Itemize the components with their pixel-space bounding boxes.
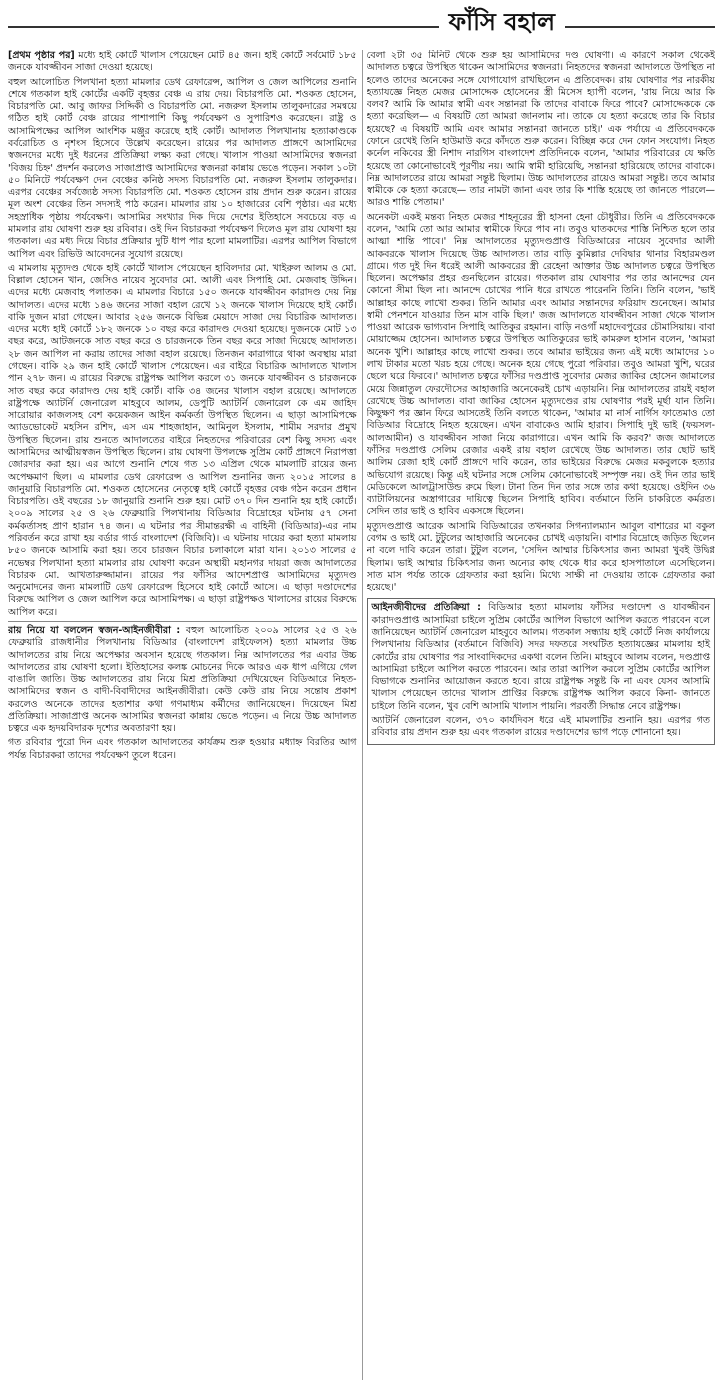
right-paragraph-1: বেলা ২টা ৩৫ মিনিট থেকে শুরু হয় আসামিদের দণ্ড ঘোষণা। এ কারণে সকাল থেকেই আদালত চত্বরে উপস্থিত থাকেন আসামিদের স্বজনরা। নিহতদের স্বজনরা আদালতে উপস্থিত না হলেও তাদের অনেকের সঙ্গে যোগাযোগ রাখছিলেন এ প্রতিবেদক। রায় ঘোষণার পর নারকীয় হত্যাযজ্ঞে নিহত মেজর মোসাদ্দেক হোসেনের স্ত্রী মিসেস হ্যাপী বলেন, 'রায় নিয়ে আর কি বলব? আমি কি আমার স্বামী এবং সন্তানরা কি তাদের বাবাকে ফিরে পাবে? মোসাদ্দেককে কে হত্যা করেছিল— এ বিষয়টি তো আমরা জানলাম না। তাকে যে হত্যা করেছে তার কি বিচার হয়েছে? এ বিষয়টি আমি এবং আমার সন্তানরা জানতে চাই।' এক পর্যায়ে এ প্রতিবেদককে ফোনে রেখেই তিনি হাউমাউ করে কাঁদতে শুরু করেন। বিচ্ছিন্ন করে দেন ফোন সংযোগ। নিহত কর্নেল নকিবের স্ত্রী নিশাদ নারগিস বাংলাদেশ প্রতিদিনকে বলেন, 'আমার পরিবারের যে ক্ষতি হয়েছে তা কোনোভাবেই পূরণীয় নয়। আমি স্বামী হারিয়েছি, সন্তানরা হারিয়েছে তাদের বাবাকে। নিম্ন আদালতের রায়ে আমরা সন্তুষ্ট ছিলাম। উচ্চ আদালতের রায়েও আমরা সন্তুষ্ট। তবে আমার স্বামীকে কে হত্যা করেছে— তার নামটা জানা এবং তার কি শাস্তি হয়েছে তা জানতে পারলে— আরও শান্তি পেতাম।' <box>366 50 715 209</box>
box-paragraph-1-text: বিডিআর হত্যা মামলায় ফাঁসির দণ্ডাদেশ ও যাবজ্জীবন কারাদণ্ডপ্রাপ্ত আসামিরা চাইলে সুপ্রিম কোর্টের আপিল বিভাগে আপিল করতে পারবেন বলে জানিয়েছেন অ্যাটর্নি জেনারেল মাহবুবে আলম। গতকাল সন্ধ্যায় হাই কোর্টে নিজ কার্যালয়ে পিলখানায় বিডিআর (বর্তমানে বিজিবি) সদর দফতরে সংঘটিত হত্যাযজ্ঞের মামলায় হাই কোর্টের রায় ঘোষণার পর সাংবাদিকদের একথা বলেন তিনি। মাহবুবে আলম বলেন, দণ্ডপ্রাপ্ত আসামিরা চাইলে আপিল করতে পারবেন। আর তারা আপিল করলে সুপ্রিম কোর্টের আপিল বিভাগকে শুনানির আয়োজন করতে হবে। রায়ে রাষ্ট্রপক্ষ সন্তুষ্ট কি না এবং যেসব আসামি খালাস পেয়েছেন তাদের খালাস প্রাপ্তির বিরুদ্ধে রাষ্ট্রপক্ষ আপিল করবে কিনা- জানতে চাইলে তিনি বলেন, খুব বেশি আসামি খালাস পায়নি। পরবর্তী সিদ্ধান্ত নেবে রাষ্ট্রপক্ষ। <box>371 602 710 712</box>
paragraph-4: বহুল আলোচিত ২০০৯ সালের ২৫ ও ২৬ ফেব্রুয়ারি রাজধানীর পিলখানায় বিডিআর (বাংলাদেশ রাইফেলস) হত্যা মামলার উচ্চ আদালতের রায় নিয়ে অপেক্ষার অবসান হয়েছে গতকাল। নিম্ন আদালতের পর এবার উচ্চ আদালতের রায় ঘোষণা হলো। ইতিহাসের কলঙ্ক মোচনের দিকে আরও এক ধাপ এগিয়ে গেল বাঙালি জাতি। উচ্চ আদালতের রায় নিয়ে মিশ্র প্রতিক্রিয়া দেখিয়েছেন বিডিআরে নিহত-আসামিদের স্বজন ও বাদী-বিবাদীদের আইনজীবীরা। কেউ কেউ রায় নিয়ে সন্তোষ প্রকাশ করলেও অনেকে তাদের হতাশার কথা গণমাধ্যম কর্মীদের জানিয়েছেন। দিয়েছেন মিশ্র প্রতিক্রিয়া। সাজাপ্রাপ্ত অনেক আসামির স্বজনরা কান্নায় ভেঙে পড়েন। এ নিয়ে উচ্চ আদালত চত্বরে এক হৃদয়বিদারক দৃশ্যের অবতারণা হয়। <box>8 624 357 735</box>
headline-bar <box>8 4 715 44</box>
subsection-heading: রায় নিয়ে যা বললেন স্বজন-আইনজীবীরা : <box>8 624 181 636</box>
paragraph-1-text: মধ্যে হাই কোর্টে খালাস পেয়েছেন মোট ৪৫ জন। হাই কোর্টে সর্বমোট ১৮৫ জনকে যাবজ্জীবন সাজা দেওয়া হয়েছে। <box>8 50 357 74</box>
box-heading: আইনজীবীদের প্রতিক্রিয়া : <box>371 602 481 614</box>
lead-prefix: [প্রথম পৃষ্ঠার পর] <box>8 50 75 61</box>
paragraph-2: বহুল আলোচিত পিলখানা হত্যা মামলার ডেথ রেফারেন্স, আপিল ও জেল আপিলের শুনানি শেষে গতকাল হাই কোর্টের একটি বৃহত্তর বেঞ্চ এ রায় দেয়। বিচারপতি মো. শওকত হোসেন, বিচারপতি মো. আবু জাফর সিদ্দিকী ও বিচারপতি মো. নজরুল ইসলাম তালুকদারের সমন্বয়ে গঠিত হাই কোর্ট বেঞ্চ রায়ের পাশাপাশি কিছু পর্যবেক্ষণ ও সুপারিশও করেছেন। রাষ্ট্র ও আসামিপক্ষের আপিল আংশিক মঞ্জুর করেছে হাই কোর্ট। আদালত পিলখানায় হত্যাকাণ্ডকে বর্বরোচিত ও নৃশংস হিসেবে উল্লেখ করেছেন। রায়ের পর আদালত প্রাঙ্গণে আসামিদের স্বজনদের মধ্যে দুই ধরনের প্রতিক্রিয়া লক্ষ্য করা গেছে। খালাস পাওয়া আসামিদের স্বজনরা 'বিজয় চিহ্ন' প্রদর্শন করলেও সাজাপ্রাপ্ত আসামিদের স্বজনরা কান্নায় ভেঙে পড়েন। সকাল ১০টা ৫০ মিনিটে পর্যবেক্ষণ দেন বেঞ্চের কনিষ্ঠ সদস্য বিচারপতি মো. নজরুল ইসলাম তালুকদার। এরপর বেঞ্চের সর্বজ্যেষ্ঠ সদস্য বিচারপতি মো. শওকত হোসেন রায় প্রদান শুরু করেন। রায়ের মূল অংশ বেঞ্চের তিন সদস্যই পাঠ করেন। মামলার রায় ১০ হাজারের বেশি পৃষ্ঠার। এর মধ্যে সহস্রাধিক পৃষ্ঠায় পর্যবেক্ষণ। আসামির সংখ্যার দিক দিয়ে দেশের ইতিহাসে সবচেয়ে বড় এ মামলার রায় ঘোষণা শুরু হয় রবিবার। ওই দিন বিচারকরা পর্যবেক্ষণ দিলেও মূল রায় ঘোষণা হয় গতকাল। এর মধ্য দিয়ে বিচার প্রক্রিয়ার দুটি ধাপ পার হলো মামলাটির। এরপর আপিল বিভাগে আপিল এবং রিভিউ আবেদনের সুযোগ রয়েছে। <box>8 76 357 260</box>
article-columns <box>8 50 715 1380</box>
right-paragraph-3: মৃত্যুদণ্ডপ্রাপ্ত আরেক আসামি বিডিআরের তখনকার সিগন্যালম্যান আবুল বাশারের মা বকুল বেগম ও ভাই মো. টুটুলের আহাজারি অনেকের চোখই এড়ায়নি। বাশার বিদ্রোহে জড়িত ছিলেন না বলে দাবি করেন তারা। টুটুল বলেন, 'সেদিন আম্মার চিকিৎসার জন্য আমরা খুবই উদ্বিগ্ন ছিলাম। ভাই আম্মার চিকিৎসার জন্য অন্যের কাছ থেকে ধার করে হাসপাতালে এসেছিলেন। সাত মাস পর্যন্ত তাকে গ্রেফতার করা হয়নি। মিথ্যে সাক্ষী না দেওয়ায় তাকে গ্রেফতার করা হয়েছে।' <box>366 520 715 594</box>
headline-rule <box>8 26 715 28</box>
paragraph-3: এ মামলায় মৃত্যুদণ্ড থেকে হাই কোর্টে খালাস পেয়েছেন হাবিলদার মো. খাইরুল আলম ও মো. বিল্লাল হোসেন খান, জেসিও নায়েব সুবেদার মো. আলী এবং সিপাহি মো. মেজবাহ উদ্দিন। এদের মধ্যে মেজবাহ পলাতক। এ মামলার বিচারে ১৫০ জনকে যাবজ্জীবন কারাদণ্ড দেয় নিম্ন আদালত। এদের মধ্যে ১৪৬ জনের সাজা বহাল রেখে ১২ জনকে খালাস দিয়েছে হাই কোর্ট। বাকি দুজন মারা গেছেন। আবার ২৫৬ জনকে বিভিন্ন মেয়াদে সাজা দেয় বিচারিক আদালত। এদের মধ্যে হাই কোর্টে ১৮২ জনকে ১০ বছর করে কারাদণ্ড দেওয়া হয়েছে। দুজনকে মোট ১৩ বছর করে, আটজনকে সাত বছর করে ও চারজনকে তিন বছর করে সাজা দিয়েছে আদালত। ২৮ জন আপিল না করায় তাদের সাজা বহাল রয়েছে। তিনজন কারাগারে থাকা অবস্থায় মারা গেছেন। বাকি ২৯ জন হাই কোর্টে খালাস পেয়েছেন। এর বাইরে বিচারিক আদালতে খালাস পান ২৭৮ জন। এ রায়ের বিরুদ্ধে রাষ্ট্রপক্ষ আপিল করলে ৩১ জনকে যাবজ্জীবন ও চারজনকে সাত বছর করে কারাদণ্ড দেয় হাই কোর্ট। বাকি ৩৪ জনের খালাস বহাল রয়েছে। আদালতে রাষ্ট্রপক্ষে অ্যাটর্নি জেনারেল মাহবুবে আলম, ডেপুটি অ্যাটর্নি জেনারেল কে এম জাহিদ সারোয়ার কাজলসহ বেশ কয়েকজন আইন কর্মকর্তা উপস্থিত ছিলেন। এ ছাড়া আসামিপক্ষে অ্যাডভোকেট মহসিন রশিদ, এস এম শাহজাহান, আমিনুল ইসলাম, শামীম সরদার প্রমুখ উপস্থিত ছিলেন। রায় শুনতে আদালতের বাইরে নিহতদের পরিবারের বেশ কিছু সদস্য এবং আসামিদের আত্মীয়স্বজন উপস্থিত ছিলেন। রায় ঘোষণা উপলক্ষে সুপ্রিম কোর্ট প্রাঙ্গণে নিরাপত্তা জোরদার করা হয়। এর আগে শুনানি শেষে গত ১৩ এপ্রিল থেকে মামলাটি রায়ের জন্য অপেক্ষমাণ ছিল। এ মামলার ডেথ রেফারেন্স ও আপিল শুনানির জন্য ২০১৫ সালের ৪ জানুয়ারি বিচারপতি মো. শওকত হোসেনের নেতৃত্বে হাই কোর্টে বৃহত্তর বেঞ্চ গঠন করেন প্রধান বিচারপতি। ওই বছরের ১৮ জানুয়ারি শুনানি শুরু হয়। মোট ৩৭০ দিন শুনানি হয় হাই কোর্টে। ২০০৯ সালের ২৫ ও ২৬ ফেব্রুয়ারি পিলখানায় বিডিআর বিদ্রোহের ঘটনায় ৫৭ সেনা কর্মকর্তাসহ প্রাণ হারান ৭৪ জন। এ ঘটনার পর সীমান্তরক্ষী এ বাহিনী (বিডিআর)-এর নাম পরিবর্তন করে রাখা হয় বর্ডার গার্ড বাংলাদেশ (বিজিবি)। এ ঘটনায় দায়ের করা হত্যা মামলায় ৮৫০ জনকে আসামি করা হয়। তবে চারজন বিচার চলাকালে মারা যান। ২০১৩ সালের ৫ নভেম্বর পিলখানা হত্যা মামলার রায় ঘোষণা করেন অস্থায়ী মহানগর দায়রা জজ আদালতের বিচারক মো. আখতারুজ্জামান। রায়ের পর ফাঁসির আদেশপ্রাপ্ত আসামিদের মৃত্যুদণ্ড অনুমোদনের জন্য মামলাটি ডেথ রেফারেন্স হিসেবে হাই কোর্টে আসে। এ ছাড়া দণ্ডাদেশের বিরুদ্ধে আপিল ও জেল আপিল করে আসামিপক্ষ। এ ছাড়া রাষ্ট্রপক্ষও খালাসের রায়ের বিরুদ্ধে আপিল করে। <box>8 262 357 618</box>
right-column <box>367 50 716 1380</box>
box-paragraph-1 <box>372 602 711 713</box>
box-paragraph-2: অ্যাটর্নি জেনারেল বলেন, ৩৭০ কার্যদিবস ধরে এই মামলাটির শুনানি হয়। এরপর গত রবিবার রায় প্রদান শুরু হয় এবং গতকাল রায়ের দণ্ডাদেশের ভাগ পড়ে শোনানো হয়। <box>371 714 710 739</box>
headline: ফাঁসি বহাল <box>439 4 565 44</box>
paragraph-1 <box>8 50 357 75</box>
right-paragraph-2: অনেকটা একই মন্তব্য নিহত মেজর শাহনূরের স্ত্রী হাসনা হেনা চৌধুরীর। তিনি এ প্রতিবেদককে বলেন, 'আমি তো আর আমার স্বামীকে ফিরে পাব না। তবুও ঘাতকদের শাস্তি নিশ্চিত হলে তার আত্মা শান্তি পাবে।' নিম্ন আদালতের মৃত্যুদণ্ডপ্রাপ্ত বিডিআরের নায়েব সুবেদার আলী আকবরকে খালাস দিয়েছে উচ্চ আদালত। তার বাড়ি কুমিল্লার দেবিদ্বার থানার বিহারমণ্ডল গ্রামে। গত দুই দিন ধরেই আলী আকবরের স্ত্রী রেহেনা আক্তার উচ্চ আদালত চত্বরে উপস্থিত ছিলেন। অপেক্ষার প্রহর গুনছিলেন রায়ের। গতকাল রায় ঘোষণার পর তার আনন্দের যেন কোনো সীমা ছিল না। আনন্দে চোখের পানি ধরে রাখতে পারেননি তিনি। তিনি বলেন, 'ভাই আল্লাহর কাছে লাখো শুকর। তিনি আমার এবং আমার সন্তানদের ফরিয়াদ শুনেছেন। আমার স্বামী পেনশনে যাওয়ার তিন মাস বাকি ছিল।' জজ আদালতে যাবজ্জীবন সাজা থেকে খালাস পাওয়া আরেক ভাগ্যবান সিপাহি আতিকুর রহমান। বাড়ি নওগাঁ মহাদেবপুরের চৌমাসিয়ায়। বাবা মোয়াজ্জেম হোসেন। আদালত চত্বরে উপস্থিত আতিকুরের ভাই কামরুল হাসান বলেন, 'আমরা অনেক খুশি। আল্লাহর কাছে লাখো শুকর। তবে আমার ভাইয়ের জন্য এই মধ্যে আমাদের ১০ লাখ টাকার মতো খরচ হয়ে গেছে। অনেক হয়ে গেছে পুরো পরিবার। তবুও আমরা খুশি, ঘরের ছেলে ঘরে ফিরবে।' আদালত চত্বরে ফাঁসির দণ্ডপ্রাপ্ত সুবেদার মেজর জাকির হোসেন জামালের মেয়ে জিন্নাতুল ফেরদৌসের আহাজারি অনেকেরই চোখ এড়ায়নি। নিম্ন আদালতের রায়ই বহাল রেখেছে উচ্চ আদালত। বাবা জাকির হোসেন মৃত্যুদণ্ডের রায় ঘোষণার পরই মূর্ছা যান তিনি। কিছুক্ষণ পর জ্ঞান ফিরে আসতেই তিনি বলতে থাকেন, 'আমার মা নার্স নার্গিস ফাতেমাও তো বিডিআর বিদ্রোহে নিহত হয়েছেন। এখন বাবাকেও আমি হারাব। সিপাহি দুই ভাই (ফয়সল-আলআমীন) ও যাবজ্জীবন সাজা নিয়ে কারাগারে। এখন আমি কি করব?' জজ আদালতে ফাঁসির দণ্ডপ্রাপ্ত সেলিম রেজার একই রায় বহাল রেখেছে উচ্চ আদালত। তার ছোট ভাই আলিম রেজা হাই কোর্ট প্রাঙ্গণে দাবি করেন, তার ভাইয়ের বিরুদ্ধে মেজর মকবুলকে হত্যার অভিযোগ রয়েছে। কিন্তু এই ঘটনার সঙ্গে সেলিম কোনোভাবেই সম্পৃক্ত নয়। ওই দিন তার ভাই মেডিকেলে আলট্রাসাউন্ড রুমে ছিল। টানা তিন দিন তার সঙ্গে তার কথা হয়েছে। ওইদিন ৩৬ ব্যাটালিয়নের অস্ত্রাগারের দায়িত্বে ছিলেন সিপাহি হাবিব। বর্তমানে তিনি চাকরিতে কর্মরত। সেদিন তার ভাই ও হাবিব একসঙ্গে ছিলেন। <box>366 211 715 518</box>
lawyers-reaction-box <box>367 598 716 745</box>
left-column <box>8 50 357 1380</box>
subsection <box>8 621 357 736</box>
paragraph-5: গত রবিবার পুরো দিন এবং গতকাল আদালতের কার্যক্রম শুরু হওয়ার মধ্যাহ্ন বিরতির আগ পর্যন্ত বিচারকরা তাদের পর্যবেক্ষণ তুলে ধরেন। <box>8 737 357 761</box>
